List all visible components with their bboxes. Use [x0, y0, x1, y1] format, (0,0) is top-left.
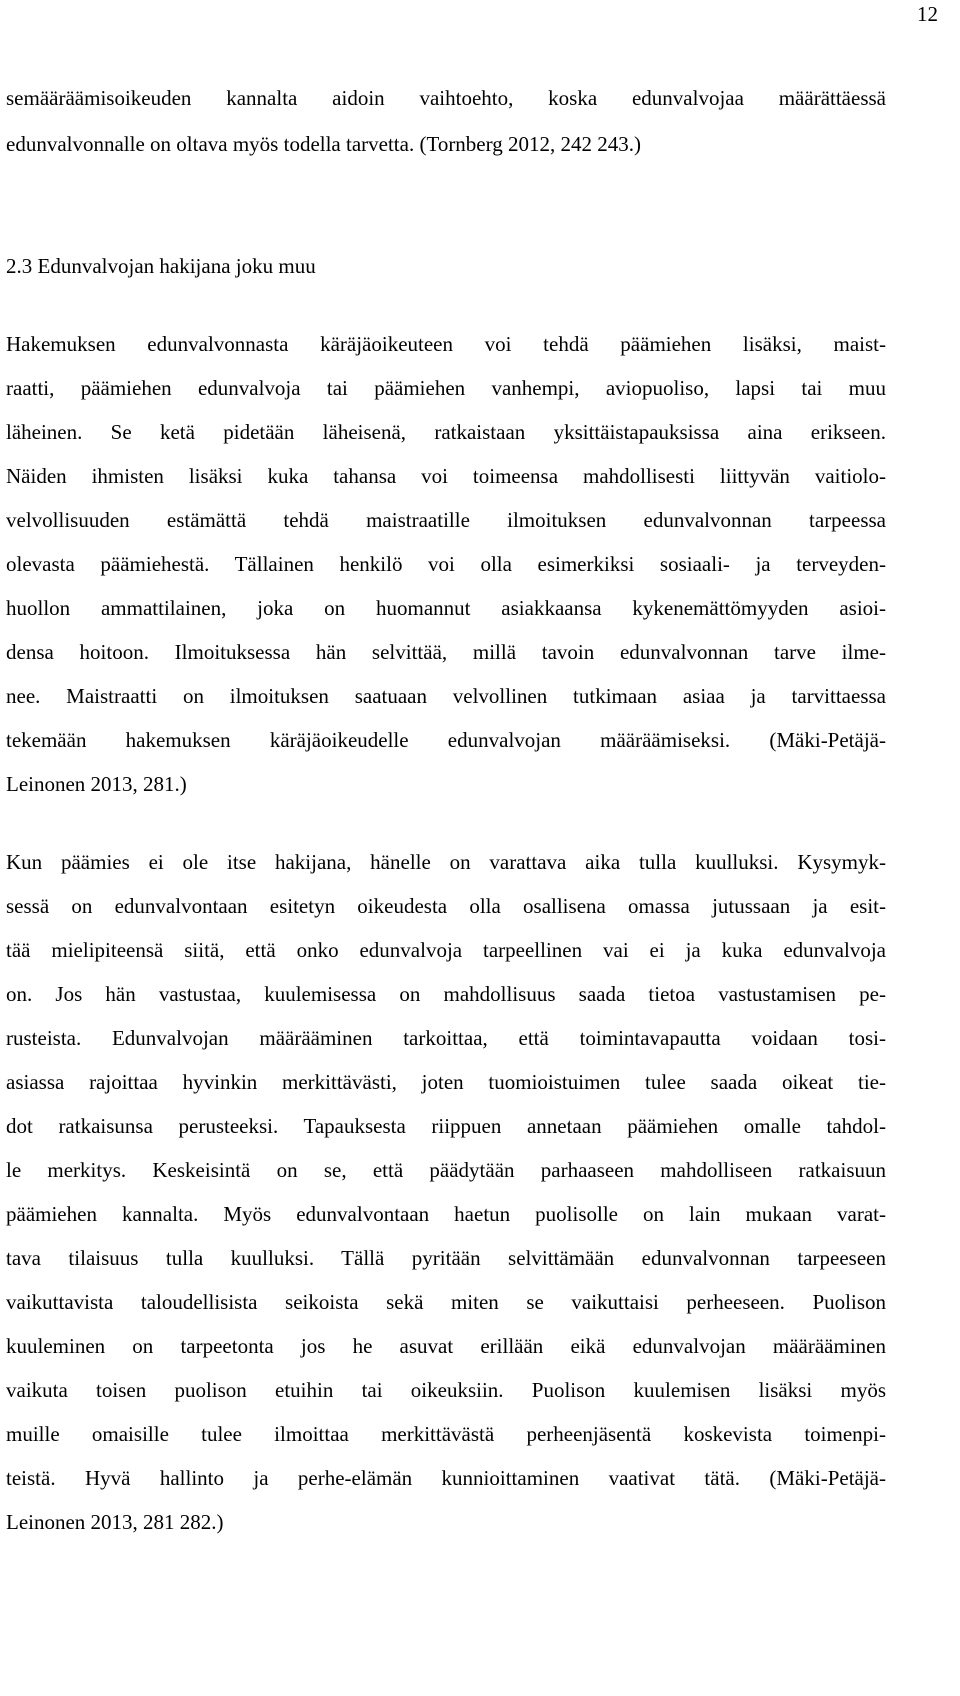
paragraph-3-line: asiassa rajoittaa hyvinkin merkittävästi, joten tuomioistuimen tulee saada oikeat tie- — [6, 1070, 886, 1094]
paragraph-3-line: le merkitys. Keskeisintä on se, että päädytään parhaaseen mahdolliseen ratkaisuun — [6, 1158, 886, 1182]
paragraph-3-line: tää mielipiteensä siitä, että onko edunvalvoja tarpeellinen vai ei ja kuka edunvalvoja — [6, 938, 886, 962]
paragraph-2-line: raatti, päämiehen edunvalvoja tai päämiehen vanhempi, aviopuoliso, lapsi tai muu — [6, 376, 886, 400]
paragraph-3-line: kuuleminen on tarpeetonta jos he asuvat erillään eikä edunvalvojan määrääminen — [6, 1334, 886, 1358]
paragraph-2-line: velvollisuuden estämättä tehdä maistraatille ilmoituksen edunvalvonnan tarpeessa — [6, 508, 886, 532]
paragraph-2-line: olevasta päämiehestä. Tällainen henkilö voi olla esimerkiksi sosiaali- ja terveyden- — [6, 552, 886, 576]
paragraph-3-line: vaikuttavista taloudellisista seikoista sekä miten se vaikuttaisi perheeseen. Puolison — [6, 1290, 886, 1314]
paragraph-3-line: Leinonen 2013, 281 282.) — [6, 1510, 224, 1534]
paragraph-3-line: Kun päämies ei ole itse hakijana, hänelle on varattava aika tulla kuulluksi. Kysymyk- — [6, 850, 886, 874]
paragraph-3-line: vaikuta toisen puolison etuihin tai oikeuksiin. Puolison kuulemisen lisäksi myös — [6, 1378, 886, 1402]
paragraph-2-line: huollon ammattilainen, joka on huomannut asiakkaansa kykenemättömyyden asioi- — [6, 596, 886, 620]
paragraph-2-line: läheinen. Se ketä pidetään läheisenä, ratkaistaan yksittäistapauksissa aina erikseen. — [6, 420, 886, 444]
paragraph-3-line: teistä. Hyvä hallinto ja perhe-elämän kunnioittaminen vaativat tätä. (Mäki-Petäjä- — [6, 1466, 886, 1490]
paragraph-2-line: Näiden ihmisten lisäksi kuka tahansa voi toimeensa mahdollisesti liittyvän vaitiolo- — [6, 464, 886, 488]
paragraph-3-line: on. Jos hän vastustaa, kuulemisessa on mahdollisuus saada tietoa vastustamisen pe- — [6, 982, 886, 1006]
paragraph-2-line: Leinonen 2013, 281.) — [6, 772, 187, 796]
paragraph-3-line: muille omaisille tulee ilmoittaa merkittävästä perheenjäsentä koskevista toimenpi- — [6, 1422, 886, 1446]
paragraph-1-line: edunvalvonnalle on oltava myös todella tarvetta. (Tornberg 2012, 242 243.) — [6, 132, 641, 156]
paragraph-2-line: densa hoitoon. Ilmoituksessa hän selvittää, millä tavoin edunvalvonnan tarve ilme- — [6, 640, 886, 664]
paragraph-1-line: semääräämisoikeuden kannalta aidoin vaihtoehto, koska edunvalvojaa määrättäessä — [6, 86, 886, 110]
paragraph-2-line: tekemään hakemuksen käräjäoikeudelle edunvalvojan määräämiseksi. (Mäki-Petäjä- — [6, 728, 886, 752]
paragraph-3-line: dot ratkaisunsa perusteeksi. Tapauksesta riippuen annetaan päämiehen omalle tahdol- — [6, 1114, 886, 1138]
paragraph-2-line: Hakemuksen edunvalvonnasta käräjäoikeuteen voi tehdä päämiehen lisäksi, maist- — [6, 332, 886, 356]
paragraph-3-line: tava tilaisuus tulla kuulluksi. Tällä pyritään selvittämään edunvalvonnan tarpeeseen — [6, 1246, 886, 1270]
paragraph-3-line: päämiehen kannalta. Myös edunvalvontaan haetun puolisolle on lain mukaan varat- — [6, 1202, 886, 1226]
section-heading: 2.3 Edunvalvojan hakijana joku muu — [6, 254, 316, 278]
page-number: 12 — [917, 2, 938, 26]
paragraph-2-line: nee. Maistraatti on ilmoituksen saatuaan velvollinen tutkimaan asiaa ja tarvittaessa — [6, 684, 886, 708]
paragraph-3-line: sessä on edunvalvontaan esitetyn oikeudesta olla osallisena omassa jutussaan ja esit- — [6, 894, 886, 918]
paragraph-3-line: rusteista. Edunvalvojan määrääminen tarkoittaa, että toimintavapautta voidaan tosi- — [6, 1026, 886, 1050]
